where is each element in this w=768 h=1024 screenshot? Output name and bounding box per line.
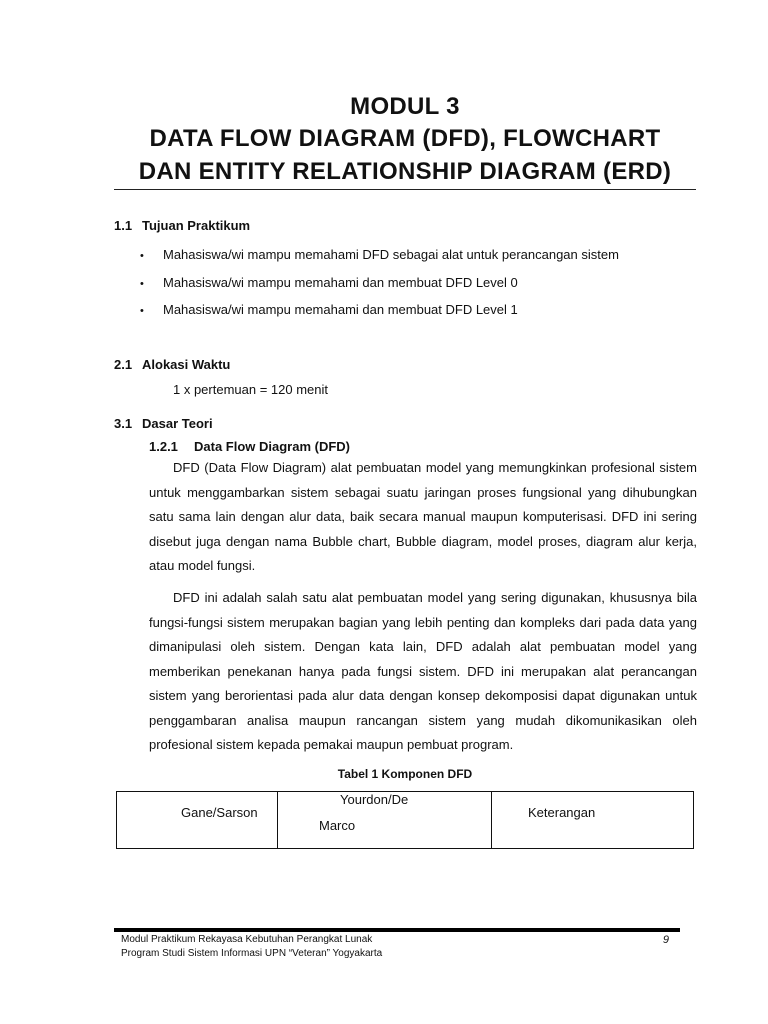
table-caption: Tabel 1 Komponen DFD [337, 767, 473, 781]
section-number: 3.1 [114, 416, 133, 431]
table-header-cell [278, 792, 492, 848]
footer-divider [114, 928, 680, 932]
list-item-text: Mahasiswa/wi mampu memahami dan membuat DFD Level 1 [163, 302, 518, 317]
bullet-icon: • [140, 250, 144, 262]
section-title: Tujuan Praktikum [142, 218, 251, 233]
header-yourdon-line-1: Yourdon/De [340, 792, 409, 807]
section-heading-alokasi [114, 357, 230, 373]
module-title-line-1: DATA FLOW DIAGRAM (DFD), FLOWCHART [149, 125, 661, 152]
header-yourdon-line-2: Marco [319, 818, 356, 833]
title-divider [114, 189, 696, 190]
time-allocation-text: 1 x pertemuan = 120 menit [173, 382, 329, 397]
list-item [140, 270, 619, 298]
list-item [140, 297, 619, 325]
page-number: 9 [662, 934, 669, 946]
table-header-cell [117, 792, 278, 848]
module-number-title: MODUL 3 [350, 93, 460, 120]
footer-module-name: Modul Praktikum Rekayasa Kebutuhan Perangkat Lunak [121, 934, 373, 945]
page-footer [121, 933, 669, 961]
list-item-text: Mahasiswa/wi mampu memahami DFD sebagai alat untuk perancangan sistem [163, 247, 619, 262]
bullet-icon: • [140, 277, 144, 290]
subsection-heading-dfd [149, 439, 350, 455]
list-item-text: Mahasiswa/wi mampu memahami dan membuat DFD Level 0 [163, 274, 518, 290]
section-number: 1.1 [114, 218, 133, 233]
body-paragraph-2: DFD ini adalah salah satu alat pembuatan model yang sering digunakan, khususnya bila fungsi-fungsi sistem merupakan bagian yang lebih penting dan kompleks dari pada data yang dimanipulasi oleh sistem. Dengan kata lain, DFD adalah alat pembuatan model yang memberikan penekanan hanya pada fungsi sistem. DFD ini merupakan alat perancangan sistem yang berorientasi pada alur data dengan konsep dekomposisi dapat digunakan untuk penggambaran analisa maupun rancangan sistem yang mudah dikomunikasikan oleh profesional sistem kepada pemakai maupun pembuat program. [149, 590, 697, 752]
module-title-line-2: DAN ENTITY RELATIONSHIP DIAGRAM (ERD) [138, 158, 672, 185]
list-item [140, 242, 619, 270]
section-title: Dasar Teori [142, 416, 213, 431]
body-paragraph-1: DFD (Data Flow Diagram) alat pembuatan model yang memungkinkan profesional sistem untuk menggambarkan sistem sebagai suatu jaringan proses fungsional yang dihubungkan satu sama lain dengan alur data, baik secara manual maupun komputerisasi. DFD ini sering disebut juga dengan nama Bubble chart, Bubble diagram, model proses, diagram alur kerja, atau model fungsi. [149, 460, 697, 573]
section-number: 2.1 [114, 357, 133, 372]
section-heading-tujuan [114, 218, 250, 234]
bullet-icon: • [140, 305, 144, 317]
section-heading-dasar-teori [114, 416, 213, 432]
subsection-title: Data Flow Diagram (DFD) [194, 439, 351, 454]
header-gane-sarson: Gane/Sarson [181, 805, 258, 820]
section-title: Alokasi Waktu [142, 357, 231, 372]
objectives-list [140, 242, 619, 325]
dfd-components-table [116, 791, 694, 849]
subsection-number: 1.2.1 [149, 439, 178, 454]
table-header-cell [492, 792, 693, 848]
footer-institution: Program Studi Sistem Informasi UPN “Veteran” Yogyakarta [121, 948, 383, 959]
header-keterangan: Keterangan [528, 805, 596, 820]
